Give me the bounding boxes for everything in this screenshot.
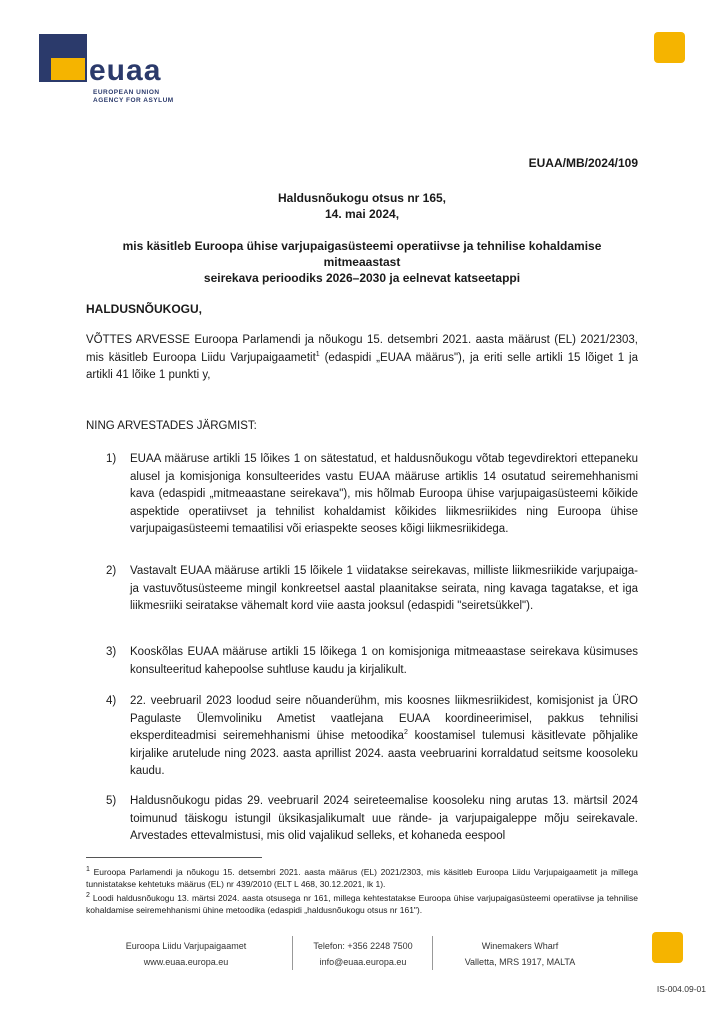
footnote-ref-2[interactable]: 2 xyxy=(403,729,408,737)
footnote-1: $^1$ Euroopa Parlamendi ja nõukogu 15. detsembri 2021. aasta määrus (EL) 2021/2303, mis käsitleb Euroopa Liidu Varjupaigaametit ja millega tunnistatakse kehtetuks määrus (EL) nr 439/2010 (ELT L 468, 30.12.2021, lk 1). xyxy=(86,866,638,889)
corner-mark-bottom xyxy=(652,932,683,963)
footnote-divider xyxy=(86,857,262,858)
decision-title: Haldusnõukogu otsus nr 165, 14. mai 2024, xyxy=(277,191,447,221)
footer-contact: Telefon: +356 2248 7500 info@euaa.europa.eu xyxy=(296,938,430,970)
footer-agency: Euroopa Liidu Varjupaigaamet www.euaa.europa.eu xyxy=(100,938,272,970)
footer-address: Winemakers Wharf Valletta, MRS 1917, MALTA xyxy=(464,941,576,967)
footer-website-link[interactable]: www.euaa.europa.eu xyxy=(143,957,229,967)
footer-divider xyxy=(432,936,433,970)
body-heading: HALDUSNÕUKOGU, xyxy=(86,302,202,316)
logo-wordmark: euaa xyxy=(89,54,162,87)
document-reference: EUAA/MB/2024/109 xyxy=(528,156,638,170)
recital-paragraph: VÕTTES ARVESSE Euroopa Parlamendi ja nõukogu 15. detsembri 2021. aasta määrust (EL) 2021/2303, mis käsitleb Euroopa Liidu Varjupaigaametit$^1$ (edaspidi „EUAA määrus"), ja eriti selle artikli 15 lõiget 1 ja artikli 41 lõike 1 punkti y, xyxy=(86,334,638,381)
logo-subtitle: EUROPEAN UNION AGENCY FOR ASYLUM xyxy=(93,89,174,104)
document-code: IS-004.09-01 xyxy=(656,984,706,994)
euaa-logo xyxy=(39,34,184,104)
considering-heading: NING ARVESTADES JÄRGMIST: xyxy=(86,420,257,432)
footnote-ref-1[interactable]: 1 xyxy=(315,350,320,358)
corner-mark-top xyxy=(654,32,685,63)
decision-subject: mis käsitleb Euroopa ühise varjupaigasüsteemi operatiivse ja tehnilise kohaldamise mitmeaastast seirekava perioodiks 2026–2030 ja eelnevat katseetappi xyxy=(122,239,602,285)
footer-email-link[interactable]: info@euaa.europa.eu xyxy=(319,957,407,967)
footnote-2: $^2$ Loodi haldusnõukogu 13. märtsi 2024. aasta otsusega nr 161, millega kehtestatakse Euroopa ühise varjupaigasüsteemi operatiivse ja tehnilise kohaldamise seiremehhanismi ühine metoodika (edaspidi „haldusnõukogu otsus nr 161"). xyxy=(86,892,638,915)
logo-accent xyxy=(51,58,85,80)
footer-divider xyxy=(292,936,293,970)
